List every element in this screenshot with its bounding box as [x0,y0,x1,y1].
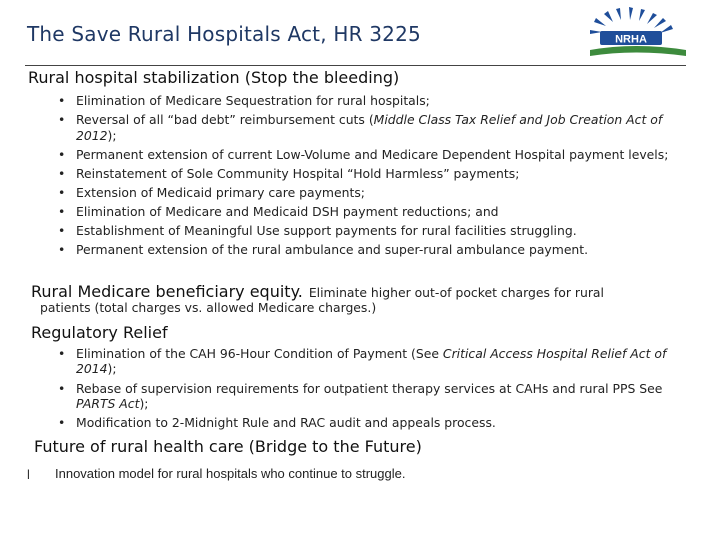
innovation-text: Innovation model for rural hospitals who continue to struggle. [55,466,406,481]
list-item: • Elimination of the CAH 96-Hour Condition of Payment (See Critical Access Hospital Relief Act of 2014); [54,346,686,377]
beneficiary-equity-line [31,282,691,301]
beneficiary-equity-text: Eliminate higher out-of pocket charges for rural [308,285,604,300]
logo-text: NRHA [615,33,647,46]
section-heading-beneficiary-equity: Rural Medicare beneficiary equity. [31,282,303,301]
list-item: • Permanent extension of current Low-Volume and Medicare Dependent Hospital payment levels; [54,147,686,162]
sunburst-icon [590,7,673,34]
list-item: • Elimination of Medicare and Medicaid DSH payment reductions; and [54,204,686,219]
stabilization-list [54,93,686,261]
list-item: • Extension of Medicaid primary care payments; [54,185,686,200]
logo-swoosh [590,46,686,56]
list-item: • Reinstatement of Sole Community Hospital “Hold Harmless” payments; [54,166,686,181]
list-item: • Establishment of Meaningful Use support payments for rural facilities struggling. [54,223,686,238]
beneficiary-equity-text-cont: patients (total charges vs. allowed Medicare charges.) [40,300,377,315]
list-item: • Rebase of supervision requirements for outpatient therapy services at CAHs and rural PPS See PARTS Act); [54,381,686,412]
slide-title: The Save Rural Hospitals Act, HR 3225 [27,22,421,46]
title-divider [25,65,686,66]
section-heading-stabilization: Rural hospital stabilization (Stop the bleeding) [28,68,400,87]
nrha-logo [586,4,690,60]
section-heading-regulatory-relief: Regulatory Relief [31,323,168,342]
list-item: • Elimination of Medicare Sequestration for rural hospitals; [54,93,686,108]
list-item: • Permanent extension of the rural ambulance and super-rural ambulance payment. [54,242,686,257]
list-item: • Reversal of all “bad debt” reimbursement cuts (Middle Class Tax Relief and Job Creation Act of 2012); [54,112,686,143]
section-heading-future: Future of rural health care (Bridge to the Future) [34,437,422,456]
list-marker: l [27,467,30,482]
list-item: • Modification to 2-Midnight Rule and RAC audit and appeals process. [54,415,686,430]
regulatory-list [54,346,686,434]
